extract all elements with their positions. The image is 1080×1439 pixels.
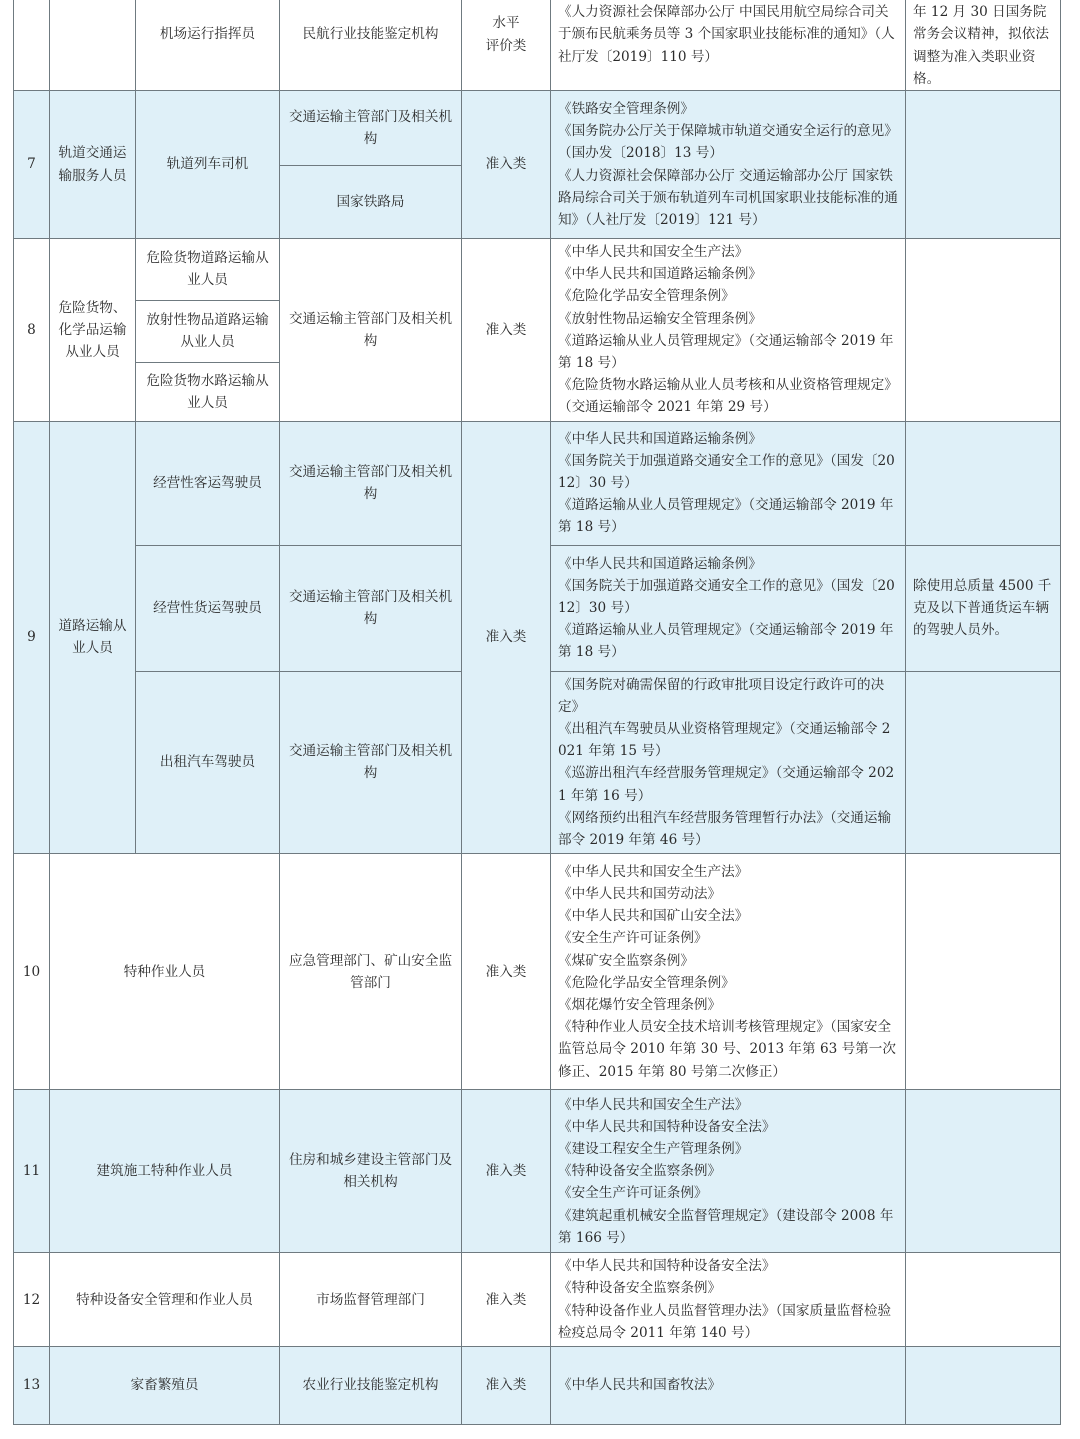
type-cell: 准入类 (462, 239, 551, 422)
basis-line: 《煤矿安全监察条例》 (558, 952, 694, 969)
basis-line: 《中华人民共和国安全生产法》 (558, 863, 749, 880)
basis-line: 《中华人民共和国安全生产法》 (558, 1096, 749, 1113)
basis-cell (551, 239, 906, 422)
basis-line: 《国务院对确需保留的行政审批项目设定行政许可的决定》 (558, 676, 885, 715)
basis-line: 《道路运输从业人员管理规定》（交通运输部令 2019 年第 18 号） (558, 497, 894, 536)
type-cell: 水平 评价类 (462, 0, 551, 91)
authority-cell: 应急管理部门、矿山安全监管部门 (280, 854, 462, 1090)
basis-line: 《建设工程安全生产管理条例》 (558, 1140, 749, 1157)
basis-line: 《人力资源社会保障部办公厅 中国民用航空局综合司关于颁布民航乘务员等 3 个国家职业技能标准的通知》（人社厅发〔2019〕110 号） (558, 4, 895, 65)
basis-line: 《中华人民共和国道路运输条例》 (558, 555, 762, 572)
basis-line: 《放射性物品运输安全管理条例》 (558, 310, 762, 327)
row-number: 8 (14, 239, 50, 422)
basis-line: 《危险化学品安全管理条例》 (558, 974, 735, 991)
occupation-cell: 机场运行指挥员 (136, 0, 280, 91)
type-cell: 准入类 (462, 421, 551, 854)
category-cell: 轨道交通运输服务人员 (50, 91, 136, 239)
basis-line: 《网络预约出租汽车经营服务管理暂行办法》（交通运输部令 2019 年第 46 号） (558, 809, 892, 849)
basis-line: 《国务院关于加强道路交通安全工作的意见》（国发〔2012〕30 号） (558, 452, 895, 492)
type-cell: 准入类 (462, 854, 551, 1090)
table-row (14, 421, 1061, 545)
basis-line: 《安全生产许可证条例》 (558, 1185, 708, 1202)
authority-cell: 农业行业技能鉴定机构 (280, 1347, 462, 1425)
basis-line: 《特种作业人员安全技术培训考核管理规定》（国家安全监管总局令 2010 年第 30 号、2013 年第 63 号第一次修正、2015 年第 80 号第二次修正） (558, 1019, 896, 1080)
basis-line: 《人力资源社会保障部办公厅 交通运输部办公厅 国家铁路局综合司关于颁布轨道列车司机国家职业技能标准的通知》（人社厅发〔2019〕121 号） (558, 167, 898, 228)
note-cell (906, 239, 1061, 422)
basis-cell (551, 671, 906, 854)
note-cell (906, 1090, 1061, 1253)
basis-cell (551, 91, 906, 239)
row-number: 11 (14, 1090, 50, 1253)
basis-line: 《建筑起重机械安全监督管理规定》（建设部令 2008 年第 166 号） (558, 1207, 894, 1246)
table-row (14, 91, 1061, 166)
basis-line: 《道路运输从业人员管理规定》（交通运输部令 2019 年第 18 号） (558, 332, 894, 372)
basis-cell (551, 545, 906, 671)
type-cell: 准入类 (462, 1090, 551, 1253)
basis-cell (551, 1090, 906, 1253)
row-number: 9 (14, 421, 50, 854)
authority-cell: 民航行业技能鉴定机构 (280, 0, 462, 91)
basis-line: 《危险化学品安全管理条例》 (558, 288, 735, 305)
basis-line: 《中华人民共和国道路运输条例》 (558, 430, 762, 447)
basis-line: 《特种设备安全监察条例》 (558, 1280, 722, 1297)
basis-line: 《特种设备作业人员监督管理办法》（国家质量监督检验检疫总局令 2011 年第 140 号） (558, 1302, 892, 1341)
authority-cell: 交通运输主管部门及相关机构 (280, 239, 462, 422)
table-row (14, 0, 1061, 91)
basis-line: 《中华人民共和国特种设备安全法》 (558, 1118, 776, 1135)
basis-line: 《中华人民共和国劳动法》 (558, 885, 722, 902)
basis-line: 《国务院办公厅关于保障城市轨道交通安全运行的意见》（国办发〔2018〕13 号） (558, 123, 898, 162)
basis-cell (551, 1253, 906, 1347)
occupation-cell: 特种作业人员 (50, 854, 280, 1090)
note-cell (906, 1253, 1061, 1347)
authority-cell: 交通运输主管部门及相关机构 (280, 421, 462, 545)
basis-line: 《道路运输从业人员管理规定》（交通运输部令 2019 年第 18 号） (558, 622, 894, 661)
basis-line: 《中华人民共和国道路运输条例》 (558, 266, 762, 283)
occupation-cell: 经营性客运驾驶员 (136, 421, 280, 545)
authority-cell: 交通运输主管部门及相关机构 (280, 671, 462, 854)
table-row (14, 1090, 1061, 1253)
occupation-cell: 特种设备安全管理和作业人员 (50, 1253, 280, 1347)
table-row (14, 854, 1061, 1090)
note-cell: 年 12 月 30 日国务院常务会议精神，拟依法调整为准入类职业资格。 (906, 0, 1061, 91)
basis-line: 《出租汽车驾驶员从业资格管理规定》（交通运输部令 2021 年第 15 号） (558, 721, 891, 760)
note-cell: 除使用总质量 4500 千克及以下普通货运车辆的驾驶人员外。 (906, 545, 1061, 671)
category-cell (50, 0, 136, 91)
basis-line: 《中华人民共和国矿山安全法》 (558, 908, 749, 925)
occupation-cell: 危险货物水路运输从业人员 (136, 363, 280, 422)
occupation-cell: 家畜繁殖员 (50, 1347, 280, 1425)
row-number: 7 (14, 91, 50, 239)
basis-cell (551, 1347, 906, 1425)
table-row (14, 1347, 1061, 1425)
note-cell (906, 421, 1061, 545)
type-cell: 准入类 (462, 1347, 551, 1425)
category-cell: 危险货物、化学品运输从业人员 (50, 239, 136, 422)
basis-line: 《中华人民共和国畜牧法》 (558, 1377, 722, 1394)
basis-line: 《中华人民共和国特种设备安全法》 (558, 1258, 776, 1275)
authority-cell: 住房和城乡建设主管部门及相关机构 (280, 1090, 462, 1253)
occupation-cell: 经营性货运驾驶员 (136, 545, 280, 671)
basis-line: 《安全生产许可证条例》 (558, 930, 708, 947)
row-number (14, 0, 50, 91)
basis-cell (551, 421, 906, 545)
note-cell (906, 91, 1061, 239)
row-number: 10 (14, 854, 50, 1090)
table-row (14, 1253, 1061, 1347)
row-number: 13 (14, 1347, 50, 1425)
basis-cell (551, 0, 906, 91)
note-cell (906, 671, 1061, 854)
note-cell (906, 854, 1061, 1090)
basis-line: 《巡游出租汽车经营服务管理规定》（交通运输部令 2021 年第 16 号） (558, 765, 895, 804)
table-row (14, 239, 1061, 301)
basis-line: 《中华人民共和国安全生产法》 (558, 244, 749, 261)
basis-line: 《国务院关于加强道路交通安全工作的意见》（国发〔2012〕30 号） (558, 577, 895, 617)
basis-line: 《特种设备安全监察条例》 (558, 1163, 722, 1180)
row-number: 12 (14, 1253, 50, 1347)
occupation-cell: 危险货物道路运输从业人员 (136, 239, 280, 301)
authority-cell: 交通运输主管部门及相关机构 (280, 545, 462, 671)
occupation-cell: 轨道列车司机 (136, 91, 280, 239)
authority-cell: 市场监督管理部门 (280, 1253, 462, 1347)
authority-cell: 交通运输主管部门及相关机构 (280, 91, 462, 166)
occupation-cell: 出租汽车驾驶员 (136, 671, 280, 854)
basis-line: 《铁路安全管理条例》 (558, 100, 694, 117)
type-cell: 准入类 (462, 91, 551, 239)
basis-line: 《危险货物水路运输从业人员考核和从业资格管理规定》（交通运输部令 2021 年第 29 号） (558, 377, 898, 416)
occupation-cell: 建筑施工特种作业人员 (50, 1090, 280, 1253)
qualification-table (13, 0, 1061, 1425)
basis-line: 《烟花爆竹安全管理条例》 (558, 996, 722, 1013)
occupation-cell: 放射性物品道路运输从业人员 (136, 300, 280, 363)
basis-cell (551, 854, 906, 1090)
category-cell: 道路运输从业人员 (50, 421, 136, 854)
type-cell: 准入类 (462, 1253, 551, 1347)
authority-cell: 国家铁路局 (280, 166, 462, 239)
note-cell (906, 1347, 1061, 1425)
